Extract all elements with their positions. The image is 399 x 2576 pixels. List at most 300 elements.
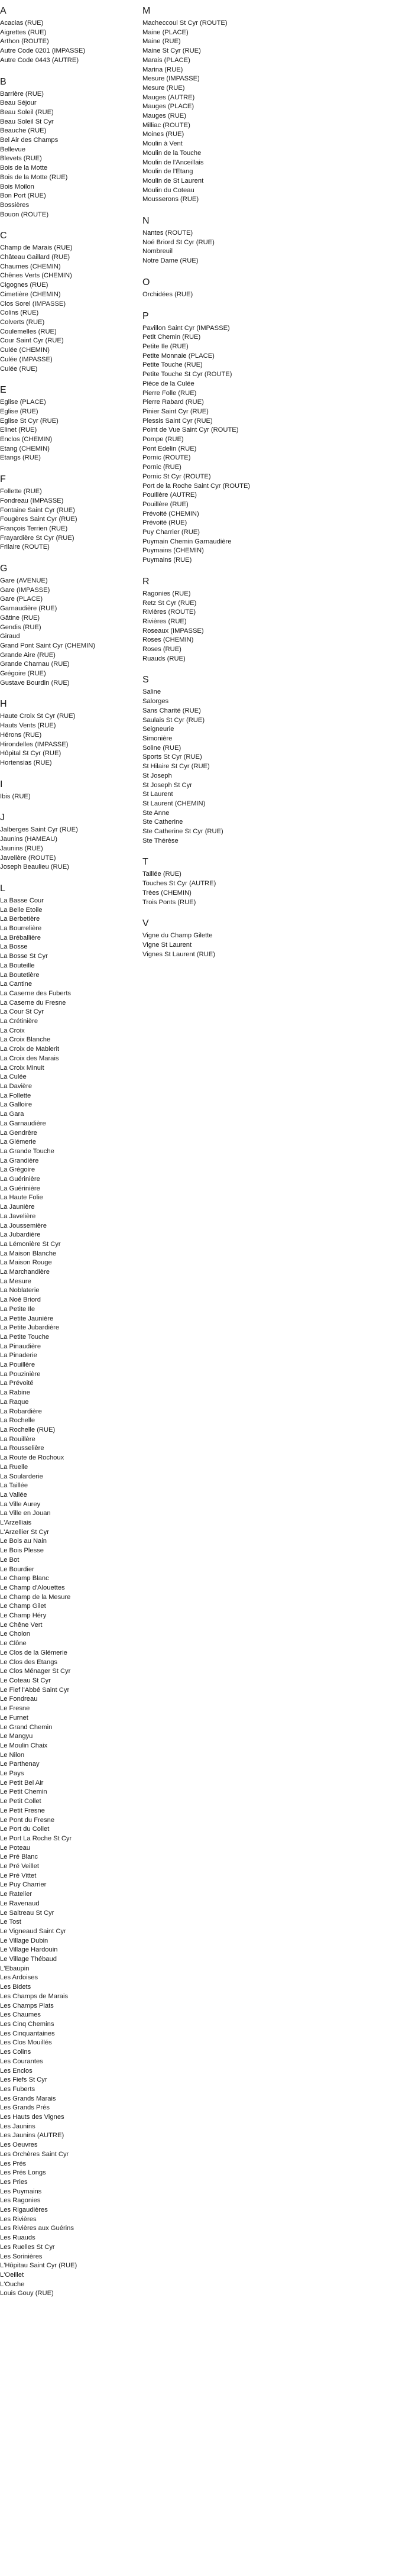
street-link[interactable]: Ragonies (RUE) xyxy=(142,590,191,597)
street-link[interactable]: Moulin à Vent xyxy=(142,140,183,148)
street-link[interactable]: Nantes (ROUTE) xyxy=(142,229,193,237)
street-link[interactable]: Petite Monnaie (PLACE) xyxy=(142,352,215,360)
street-link[interactable]: Mauges (AUTRE) xyxy=(142,93,195,101)
street-link[interactable]: Culée (RUE) xyxy=(0,365,38,373)
street-link[interactable]: La Berbetière xyxy=(0,915,40,923)
street-link[interactable]: Pavillon Saint Cyr (IMPASSE) xyxy=(142,324,230,332)
street-link[interactable]: Autre Code 0443 (AUTRE) xyxy=(0,56,79,64)
street-link[interactable]: Les Chaumes xyxy=(0,2011,41,2019)
street-link[interactable]: Bouon (ROUTE) xyxy=(0,211,49,218)
street-link[interactable]: L'Hôpitau Saint Cyr (RUE) xyxy=(0,2262,77,2270)
street-link[interactable]: La Davière xyxy=(0,1082,33,1090)
street-link[interactable]: Mauges (RUE) xyxy=(142,112,186,120)
street-link[interactable]: Les Ruelles St Cyr xyxy=(0,2243,55,2251)
street-link[interactable]: La Maison Rouge xyxy=(0,1259,52,1267)
street-link[interactable]: La Rochelle xyxy=(0,1417,35,1425)
street-link[interactable]: Pornic (ROUTE) xyxy=(142,454,191,462)
street-link[interactable]: Pompe (RUE) xyxy=(142,436,184,444)
street-link[interactable]: Le Nilon xyxy=(0,1751,25,1759)
street-link[interactable]: Grande Aire (RUE) xyxy=(0,651,56,659)
street-link[interactable]: La Culée xyxy=(0,1073,27,1081)
street-link[interactable]: Puy Charrier (RUE) xyxy=(142,529,200,536)
street-link[interactable]: Le Fondreau xyxy=(0,1695,38,1703)
street-link[interactable]: Le Village Hardouin xyxy=(0,1946,58,1954)
street-link[interactable]: Notre Dame (RUE) xyxy=(142,257,199,265)
street-link[interactable]: Le Pré Veillet xyxy=(0,1863,39,1870)
street-link[interactable]: Moulin de la Touche xyxy=(142,149,202,157)
street-link[interactable]: Les Courantes xyxy=(0,2057,43,2065)
street-link[interactable]: La Raque xyxy=(0,1398,29,1406)
street-link[interactable]: La Petite Jaunière xyxy=(0,1315,54,1322)
street-link[interactable]: Grande Charnau (RUE) xyxy=(0,661,70,668)
street-link[interactable]: Colins (RUE) xyxy=(0,309,39,317)
street-link[interactable]: Marina (RUE) xyxy=(142,66,183,73)
street-link[interactable]: Seigneurie xyxy=(142,726,174,733)
street-link[interactable]: Le Ravenaud xyxy=(0,1899,40,1907)
street-link[interactable]: Mauges (PLACE) xyxy=(142,103,194,111)
street-link[interactable]: Les Hauts des Vignes xyxy=(0,2114,64,2121)
street-link[interactable]: Sports St Cyr (RUE) xyxy=(142,753,202,761)
street-link[interactable]: Maine (PLACE) xyxy=(142,28,189,36)
street-link[interactable]: Le Bourdier xyxy=(0,1565,34,1573)
street-link[interactable]: Javelière (ROUTE) xyxy=(0,854,56,862)
street-link[interactable]: La Guérinière xyxy=(0,1176,40,1183)
street-link[interactable]: Le Village Dubin xyxy=(0,1937,48,1944)
street-link[interactable]: Les Cinquantaines xyxy=(0,2030,55,2037)
street-link[interactable]: Haute Croix St Cyr (RUE) xyxy=(0,713,76,720)
street-link[interactable]: Le Clos des Etangs xyxy=(0,1658,58,1666)
street-link[interactable]: Le Champ d'Alouettes xyxy=(0,1584,65,1591)
street-link[interactable]: La Soularderie xyxy=(0,1473,43,1480)
street-link[interactable]: Petite Touche St Cyr (ROUTE) xyxy=(142,371,232,378)
street-link[interactable]: Ste Thérèse xyxy=(142,837,179,844)
street-link[interactable]: Culée (CHEMIN) xyxy=(0,347,50,354)
street-link[interactable]: Champ de Marais (RUE) xyxy=(0,244,73,252)
street-link[interactable]: La Grandière xyxy=(0,1157,39,1164)
street-link[interactable]: La Petite Touche xyxy=(0,1333,50,1341)
street-link[interactable]: Le Petit Chemin xyxy=(0,1788,47,1796)
street-link[interactable]: Les Fiefs St Cyr xyxy=(0,2076,47,2084)
street-link[interactable]: La Boutetière xyxy=(0,971,40,979)
street-link[interactable]: La Galloire xyxy=(0,1101,33,1109)
street-link[interactable]: Les Champs de Marais xyxy=(0,1992,69,2000)
street-link[interactable]: Le Clône xyxy=(0,1640,27,1648)
street-link[interactable]: Port de la Roche Saint Cyr (ROUTE) xyxy=(142,482,251,490)
street-link[interactable]: Le Ratelier xyxy=(0,1891,33,1898)
street-link[interactable]: La Caserne du Fresne xyxy=(0,999,66,1007)
street-link[interactable]: Le Parthenay xyxy=(0,1761,40,1768)
street-link[interactable]: Le Furnet xyxy=(0,1714,28,1721)
street-link[interactable]: Hirondelles (IMPASSE) xyxy=(0,740,69,748)
street-link[interactable]: La Croix Blanche xyxy=(0,1036,51,1044)
street-link[interactable]: Fougères Saint Cyr (RUE) xyxy=(0,516,77,523)
street-link[interactable]: Le Pays xyxy=(0,1770,24,1778)
street-link[interactable]: Maine St Cyr (RUE) xyxy=(142,47,201,55)
street-link[interactable]: Le Clos de la Glémerie xyxy=(0,1649,67,1656)
street-link[interactable]: Elinet (RUE) xyxy=(0,426,37,434)
street-link[interactable]: La Robardière xyxy=(0,1407,42,1415)
street-link[interactable]: Mesure (RUE) xyxy=(142,84,185,92)
street-link[interactable]: Les Ragonies xyxy=(0,2197,41,2205)
street-link[interactable]: Colverts (RUE) xyxy=(0,318,45,326)
street-link[interactable]: Soline (RUE) xyxy=(142,744,181,752)
street-link[interactable]: Le Clos Ménager St Cyr xyxy=(0,1668,71,1675)
street-link[interactable]: Rivières (RUE) xyxy=(142,617,187,625)
street-link[interactable]: Les Sorinières xyxy=(0,2253,43,2260)
street-link[interactable]: Beauche (RUE) xyxy=(0,127,47,135)
street-link[interactable]: La Croix Minuit xyxy=(0,1064,44,1072)
street-link[interactable]: L'Arzellier St Cyr xyxy=(0,1528,49,1536)
street-link[interactable]: La Rousselière xyxy=(0,1445,44,1452)
street-link[interactable]: La Glémerie xyxy=(0,1138,36,1146)
street-link[interactable]: Le Mangyu xyxy=(0,1733,33,1740)
street-link[interactable]: La Joussemière xyxy=(0,1222,47,1229)
street-link[interactable]: La Maison Blanche xyxy=(0,1250,57,1257)
street-link[interactable]: Les Prés Longs xyxy=(0,2169,46,2177)
street-link[interactable]: La Marchandière xyxy=(0,1268,50,1276)
street-link[interactable]: Gâtine (RUE) xyxy=(0,614,40,622)
street-link[interactable]: La Taillée xyxy=(0,1482,28,1490)
street-link[interactable]: Les Champs Plats xyxy=(0,2002,54,2009)
street-link[interactable]: Le Champ de la Mesure xyxy=(0,1593,71,1601)
street-link[interactable]: Puymains (CHEMIN) xyxy=(142,547,204,555)
street-link[interactable]: Le Champ Héry xyxy=(0,1612,47,1620)
street-link[interactable]: Point de Vue Saint Cyr (ROUTE) xyxy=(142,426,239,434)
street-link[interactable]: Frilaire (ROUTE) xyxy=(0,543,50,551)
street-link[interactable]: Jalberges Saint Cyr (RUE) xyxy=(0,826,78,834)
street-link[interactable]: Eglise St Cyr (RUE) xyxy=(0,417,59,425)
street-link[interactable]: Château Gaillard (RUE) xyxy=(0,254,70,261)
street-link[interactable]: François Terrien (RUE) xyxy=(0,525,68,532)
street-link[interactable]: La Petite Ile xyxy=(0,1305,35,1313)
street-link[interactable]: Le Petit Bel Air xyxy=(0,1779,44,1787)
street-link[interactable]: La Ville en Jouan xyxy=(0,1510,51,1517)
street-link[interactable]: St Joseph xyxy=(142,772,172,779)
street-link[interactable]: Le Grand Chemin xyxy=(0,1723,53,1731)
street-link[interactable]: Les Enclos xyxy=(0,2067,33,2075)
street-link[interactable]: Le Bois Plesse xyxy=(0,1547,44,1555)
street-link[interactable]: La Croix de Mablerit xyxy=(0,1046,60,1053)
street-link[interactable]: La Basse Cour xyxy=(0,897,44,904)
street-link[interactable]: La Ruelle xyxy=(0,1463,28,1471)
street-link[interactable]: Giraud xyxy=(0,633,20,640)
street-link[interactable]: Coulemelles (RUE) xyxy=(0,328,57,335)
street-link[interactable]: Les Bidets xyxy=(0,1983,31,1991)
street-link[interactable]: Le Puy Charrier xyxy=(0,1881,47,1889)
street-link[interactable]: La Bourrelière xyxy=(0,925,42,933)
street-link[interactable]: Taillée (RUE) xyxy=(142,870,181,878)
street-link[interactable]: Les Jaunins xyxy=(0,2122,35,2130)
street-link[interactable]: La Bréballière xyxy=(0,934,41,941)
street-link[interactable]: Gustave Bourdin (RUE) xyxy=(0,679,70,687)
street-link[interactable]: Roses (RUE) xyxy=(142,646,181,653)
street-link[interactable]: La Gendrère xyxy=(0,1129,37,1137)
street-link[interactable]: La Route de Rochoux xyxy=(0,1454,64,1462)
street-link[interactable]: L'Oeillet xyxy=(0,2271,24,2279)
street-link[interactable]: La Prévoité xyxy=(0,1380,34,1387)
street-link[interactable]: La Belle Etoile xyxy=(0,906,43,914)
street-link[interactable]: Ste Anne xyxy=(142,809,170,817)
street-link[interactable]: Fondreau (IMPASSE) xyxy=(0,497,64,504)
street-link[interactable]: Petit Chemin (RUE) xyxy=(142,334,201,341)
street-link[interactable]: Le Champ Blanc xyxy=(0,1575,49,1583)
street-link[interactable]: Vignes St Laurent (RUE) xyxy=(142,950,215,958)
street-link[interactable]: La Javelière xyxy=(0,1212,36,1220)
street-link[interactable]: Roses (CHEMIN) xyxy=(142,636,194,644)
street-link[interactable]: Le Pré Blanc xyxy=(0,1853,38,1861)
street-link[interactable]: La Crétinière xyxy=(0,1018,38,1025)
street-link[interactable]: Les Jaunins (AUTRE) xyxy=(0,2132,64,2140)
street-link[interactable]: La Petite Jubardière xyxy=(0,1324,60,1332)
street-link[interactable]: St Joseph St Cyr xyxy=(142,781,192,789)
street-link[interactable]: Ruauds (RUE) xyxy=(142,655,186,662)
street-link[interactable]: Beau Soleil St Cyr xyxy=(0,118,54,125)
street-link[interactable]: Hauts Vents (RUE) xyxy=(0,722,56,730)
street-link[interactable]: Fontaine Saint Cyr (RUE) xyxy=(0,506,75,514)
street-link[interactable]: Trois Ponts (RUE) xyxy=(142,898,196,906)
street-link[interactable]: Le Petit Collet xyxy=(0,1798,41,1805)
street-link[interactable]: Le Poteau xyxy=(0,1844,31,1852)
street-link[interactable]: Bois de la Motte xyxy=(0,164,48,172)
street-link[interactable]: Les Ardoises xyxy=(0,1974,38,1982)
street-link[interactable]: L'Ebaupin xyxy=(0,1965,30,1972)
street-link[interactable]: Hérons (RUE) xyxy=(0,731,42,739)
street-link[interactable]: Le Fief l'Abbé Saint Cyr xyxy=(0,1686,70,1694)
street-link[interactable]: Pouillère (AUTRE) xyxy=(142,491,197,499)
street-link[interactable]: La Jubardière xyxy=(0,1231,41,1239)
street-link[interactable]: Arthon (ROUTE) xyxy=(0,38,49,46)
street-link[interactable]: Eglise (RUE) xyxy=(0,407,38,415)
street-link[interactable]: Les Rivières xyxy=(0,2215,37,2223)
street-link[interactable]: Chaumes (CHEMIN) xyxy=(0,263,61,270)
street-link[interactable]: La Guérinière xyxy=(0,1185,40,1192)
street-link[interactable]: Noé Briord St Cyr (RUE) xyxy=(142,238,215,246)
street-link[interactable]: La Vallée xyxy=(0,1491,27,1499)
street-link[interactable]: Maine (RUE) xyxy=(142,38,181,46)
street-link[interactable]: Follette (RUE) xyxy=(0,488,42,496)
street-link[interactable]: Prévoité (RUE) xyxy=(142,519,187,527)
street-link[interactable]: Le Village Thébaud xyxy=(0,1956,57,1963)
street-link[interactable]: Puymains (RUE) xyxy=(142,556,192,564)
street-link[interactable]: Gare (AVENUE) xyxy=(0,577,48,585)
street-link[interactable]: Le Coteau St Cyr xyxy=(0,1677,51,1684)
street-link[interactable]: Les Colins xyxy=(0,2048,31,2056)
street-link[interactable]: Les Cinq Chemins xyxy=(0,2021,54,2028)
street-link[interactable]: Grand Pont Saint Cyr (CHEMIN) xyxy=(0,642,96,649)
street-link[interactable]: St Hilaire St Cyr (RUE) xyxy=(142,763,210,771)
street-link[interactable]: Culée (IMPASSE) xyxy=(0,355,53,363)
street-link[interactable]: Pièce de la Culée xyxy=(142,380,194,387)
street-link[interactable]: La Rabine xyxy=(0,1389,31,1397)
street-link[interactable]: La Croix des Marais xyxy=(0,1054,59,1062)
street-link[interactable]: Les Orchères Saint Cyr xyxy=(0,2150,69,2158)
street-link[interactable]: Petite Ile (RUE) xyxy=(142,342,189,350)
street-link[interactable]: Pouillère (RUE) xyxy=(142,500,189,508)
street-link[interactable]: Etang (CHEMIN) xyxy=(0,445,50,452)
street-link[interactable]: La Rouillère xyxy=(0,1435,35,1443)
street-link[interactable]: Le Bot xyxy=(0,1556,20,1564)
street-link[interactable]: Nombreuil xyxy=(142,248,173,255)
street-link[interactable]: Jaunins (HAMEAU) xyxy=(0,836,57,843)
street-link[interactable]: Autre Code 0201 (IMPASSE) xyxy=(0,47,86,55)
street-link[interactable]: La Mesure xyxy=(0,1277,31,1285)
street-link[interactable]: Le Chêne Vert xyxy=(0,1621,43,1629)
street-link[interactable]: Le Petit Fresne xyxy=(0,1807,45,1814)
street-link[interactable]: Hôpital St Cyr (RUE) xyxy=(0,750,61,758)
street-link[interactable]: La Gara xyxy=(0,1111,24,1118)
street-link[interactable]: Bon Port (RUE) xyxy=(0,192,46,200)
street-link[interactable]: La Pouillère xyxy=(0,1361,35,1369)
street-link[interactable]: La Cour St Cyr xyxy=(0,1008,44,1016)
street-link[interactable]: Le Pont du Fresne xyxy=(0,1816,55,1824)
street-link[interactable]: La Pouzinière xyxy=(0,1370,41,1378)
street-link[interactable]: Le Cholon xyxy=(0,1630,31,1638)
street-link[interactable]: La Follette xyxy=(0,1092,31,1099)
street-link[interactable]: La Lémonière St Cyr xyxy=(0,1240,61,1248)
street-link[interactable]: Beau Soleil (RUE) xyxy=(0,108,54,116)
street-link[interactable]: Le Tost xyxy=(0,1918,21,1926)
street-link[interactable]: Salorges xyxy=(142,698,169,706)
street-link[interactable]: Pinier Saint Cyr (RUE) xyxy=(142,407,209,415)
street-link[interactable]: Les Pries xyxy=(0,2178,28,2186)
street-link[interactable]: Le Port La Roche St Cyr xyxy=(0,1834,72,1842)
street-link[interactable]: Garnaudière (RUE) xyxy=(0,605,57,613)
street-link[interactable]: La Bosse xyxy=(0,943,28,951)
street-link[interactable]: Les Rigaudières xyxy=(0,2206,48,2214)
street-link[interactable]: La Rochelle (RUE) xyxy=(0,1426,56,1433)
street-link[interactable]: Eglise (PLACE) xyxy=(0,399,46,406)
street-link[interactable]: Les Clos Mouillés xyxy=(0,2039,52,2047)
street-link[interactable]: Enclos (CHEMIN) xyxy=(0,436,53,444)
street-link[interactable]: Bellevue xyxy=(0,145,25,153)
street-link[interactable]: Le Saltreau St Cyr xyxy=(0,1909,54,1917)
street-link[interactable]: Pierre Folle (RUE) xyxy=(142,389,197,397)
street-link[interactable]: Cour Saint Cyr (RUE) xyxy=(0,337,64,345)
street-link[interactable]: Les Ruauds xyxy=(0,2234,35,2242)
street-link[interactable]: Joseph Beaulieu (RUE) xyxy=(0,863,69,871)
street-link[interactable]: Le Vigneaud Saint Cyr xyxy=(0,1927,66,1935)
street-link[interactable]: Ste Catherine St Cyr (RUE) xyxy=(142,828,223,836)
street-link[interactable]: St Laurent xyxy=(142,791,173,798)
street-link[interactable]: La Noé Briord xyxy=(0,1296,41,1304)
street-link[interactable]: Hortensias (RUE) xyxy=(0,759,52,766)
street-link[interactable]: Le Champ Gilet xyxy=(0,1603,46,1610)
street-link[interactable]: Gendis (RUE) xyxy=(0,623,41,631)
street-link[interactable]: Jaunins (RUE) xyxy=(0,844,43,852)
street-link[interactable]: Aigrettes (RUE) xyxy=(0,28,47,36)
street-link[interactable]: Frayardière St Cyr (RUE) xyxy=(0,534,74,542)
street-link[interactable]: Bossières xyxy=(0,201,30,209)
street-link[interactable]: Le Moulin Chaix xyxy=(0,1742,48,1749)
street-link[interactable]: La Jaunière xyxy=(0,1203,35,1211)
street-link[interactable]: La Noblaterie xyxy=(0,1287,40,1295)
street-link[interactable]: Moines (RUE) xyxy=(142,131,184,138)
street-link[interactable]: La Ville Aurey xyxy=(0,1500,41,1508)
street-link[interactable]: St Laurent (CHEMIN) xyxy=(142,800,206,807)
street-link[interactable]: Retz St Cyr (RUE) xyxy=(142,599,197,607)
street-link[interactable]: Etangs (RUE) xyxy=(0,454,41,462)
street-link[interactable]: Pornic (RUE) xyxy=(142,464,181,471)
street-link[interactable]: Cigognes (RUE) xyxy=(0,281,48,289)
street-link[interactable]: Le Bois au Nain xyxy=(0,1538,47,1545)
street-link[interactable]: Vigne St Laurent xyxy=(142,941,192,949)
street-link[interactable]: La Bosse St Cyr xyxy=(0,953,48,960)
street-link[interactable]: Roseaux (IMPASSE) xyxy=(142,627,204,635)
street-link[interactable]: Clos Sorel (IMPASSE) xyxy=(0,300,66,308)
street-link[interactable]: Moulin du Coteau xyxy=(142,186,194,194)
street-link[interactable]: Moulin de l'Anceillais xyxy=(142,158,204,166)
street-link[interactable]: Les Fuberts xyxy=(0,2085,35,2093)
street-link[interactable]: Le Port du Collet xyxy=(0,1826,50,1833)
street-link[interactable]: Le Pré Vittet xyxy=(0,1872,37,1879)
street-link[interactable]: La Croix xyxy=(0,1027,25,1034)
street-link[interactable]: Milliac (ROUTE) xyxy=(142,121,190,129)
street-link[interactable]: Les Puymains xyxy=(0,2187,42,2195)
street-link[interactable]: Blevets (RUE) xyxy=(0,155,42,163)
street-link[interactable]: Pont Edelin (RUE) xyxy=(142,445,197,452)
street-link[interactable]: La Cantine xyxy=(0,980,33,988)
street-link[interactable]: Macheccoul St Cyr (ROUTE) xyxy=(142,20,228,27)
street-link[interactable]: Trèes (CHEMIN) xyxy=(142,889,192,897)
street-link[interactable]: Touches St Cyr (AUTRE) xyxy=(142,880,216,888)
street-link[interactable]: Rivières (ROUTE) xyxy=(142,609,196,616)
street-link[interactable]: Les Grands Prés xyxy=(0,2104,50,2112)
street-link[interactable]: Ibis (RUE) xyxy=(0,792,31,800)
street-link[interactable]: Marais (PLACE) xyxy=(142,56,190,64)
street-link[interactable]: Gare (IMPASSE) xyxy=(0,586,50,594)
street-link[interactable]: Saline xyxy=(142,688,161,696)
street-link[interactable]: Acacias (RUE) xyxy=(0,20,44,27)
street-link[interactable]: Bel Air des Champs xyxy=(0,137,59,144)
street-link[interactable]: Bois de la Motte (RUE) xyxy=(0,173,68,181)
street-link[interactable]: Barrière (RUE) xyxy=(0,90,44,98)
street-link[interactable]: L'Ouche xyxy=(0,2280,25,2288)
street-link[interactable]: Les Prés xyxy=(0,2160,27,2167)
street-link[interactable]: Pornic St Cyr (ROUTE) xyxy=(142,473,211,480)
street-link[interactable]: Les Rivières aux Guérins xyxy=(0,2225,74,2232)
street-link[interactable]: Sans Charité (RUE) xyxy=(142,707,201,714)
street-link[interactable]: L'Arzelliais xyxy=(0,1519,32,1527)
street-link[interactable]: Mousserons (RUE) xyxy=(142,196,199,203)
street-link[interactable]: Ste Catherine xyxy=(142,818,183,826)
street-link[interactable]: Le Fresne xyxy=(0,1705,30,1713)
street-link[interactable]: Les Oeuvres xyxy=(0,2141,38,2149)
street-link[interactable]: Plessis Saint Cyr (RUE) xyxy=(142,417,213,425)
street-link[interactable]: La Caserne des Fuberts xyxy=(0,989,72,997)
street-link[interactable]: Mesure (IMPASSE) xyxy=(142,75,200,83)
street-link[interactable]: La Bouteille xyxy=(0,962,35,969)
street-link[interactable]: La Pinaderie xyxy=(0,1352,37,1360)
street-link[interactable]: Saulais St Cyr (RUE) xyxy=(142,716,205,724)
street-link[interactable]: Pierre Rabard (RUE) xyxy=(142,399,204,406)
street-link[interactable]: Vigne du Champ Gilette xyxy=(142,932,213,940)
street-link[interactable]: Prévoité (CHEMIN) xyxy=(142,510,199,517)
street-link[interactable]: La Haute Folie xyxy=(0,1194,43,1202)
street-link[interactable]: Chênes Verts (CHEMIN) xyxy=(0,272,72,280)
street-link[interactable]: La Grégoire xyxy=(0,1166,35,1174)
street-link[interactable]: Puymain Chemin Garnaudière xyxy=(142,538,232,545)
street-link[interactable]: Cimetière (CHEMIN) xyxy=(0,290,61,298)
street-link[interactable]: Bois Moilon xyxy=(0,183,34,190)
street-link[interactable]: La Pinaudière xyxy=(0,1342,41,1350)
street-link[interactable]: Orchidées (RUE) xyxy=(142,290,193,298)
street-link[interactable]: Beau Séjour xyxy=(0,99,37,107)
street-link[interactable]: Moulin de l'Etang xyxy=(142,168,193,176)
street-link[interactable]: La Grande Touche xyxy=(0,1147,54,1155)
street-link[interactable]: Gare (PLACE) xyxy=(0,596,43,603)
street-link[interactable]: Grégoire (RUE) xyxy=(0,670,46,678)
street-link[interactable]: Les Grands Marais xyxy=(0,2095,56,2102)
